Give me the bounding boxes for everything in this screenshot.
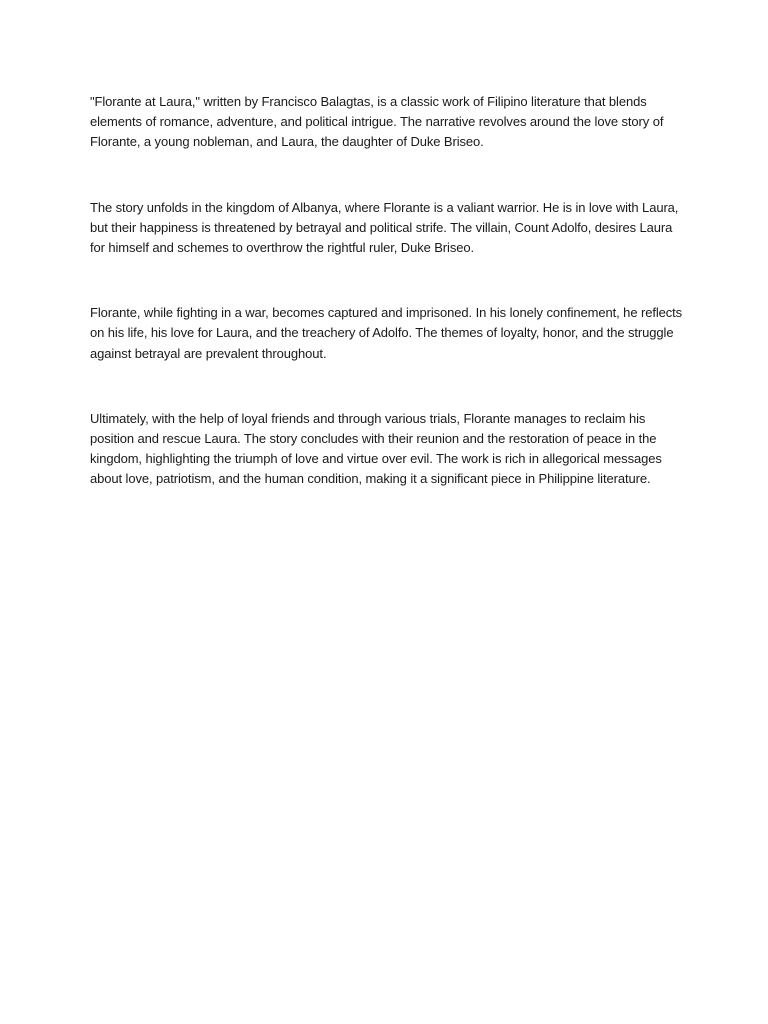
paragraph-2: The story unfolds in the kingdom of Albanya, where Florante is a valiant warrior. He is in love with Laura, but their happiness is threatened by betrayal and political strife. The villain, Count Adolfo, desires Laura for himself and schemes to overthrow the rightful ruler, Duke Briseo.: [90, 199, 679, 256]
paragraph-3: Florante, while fighting in a war, becomes captured and imprisoned. In his lonely confinement, he reflects on his life, his love for Laura, and the treachery of Adolfo. The themes of loyalty, honor, and the struggle against betrayal are prevalent throughout.: [90, 305, 683, 361]
paragraph-1: "Florante at Laura," written by Francisco Balagtas, is a classic work of Filipino literature that blends elements of romance, adventure, and political intrigue. The narrative revolves around the love story of Florante, a young nobleman, and Laura, the daughter of Duke Briseo.: [90, 94, 664, 150]
paragraph-4: Ultimately, with the help of loyal friends and through various trials, Florante manages to reclaim his position and rescue Laura. The story concludes with their reunion and the restoration of peace in the kingdom, highlighting the triumph of love and virtue over evil. The work is rich in allegorical messages about love, patriotism, and the human condition, making it a significant piece in Philippine literature.: [90, 410, 662, 487]
document-body: [90, 92, 686, 490]
